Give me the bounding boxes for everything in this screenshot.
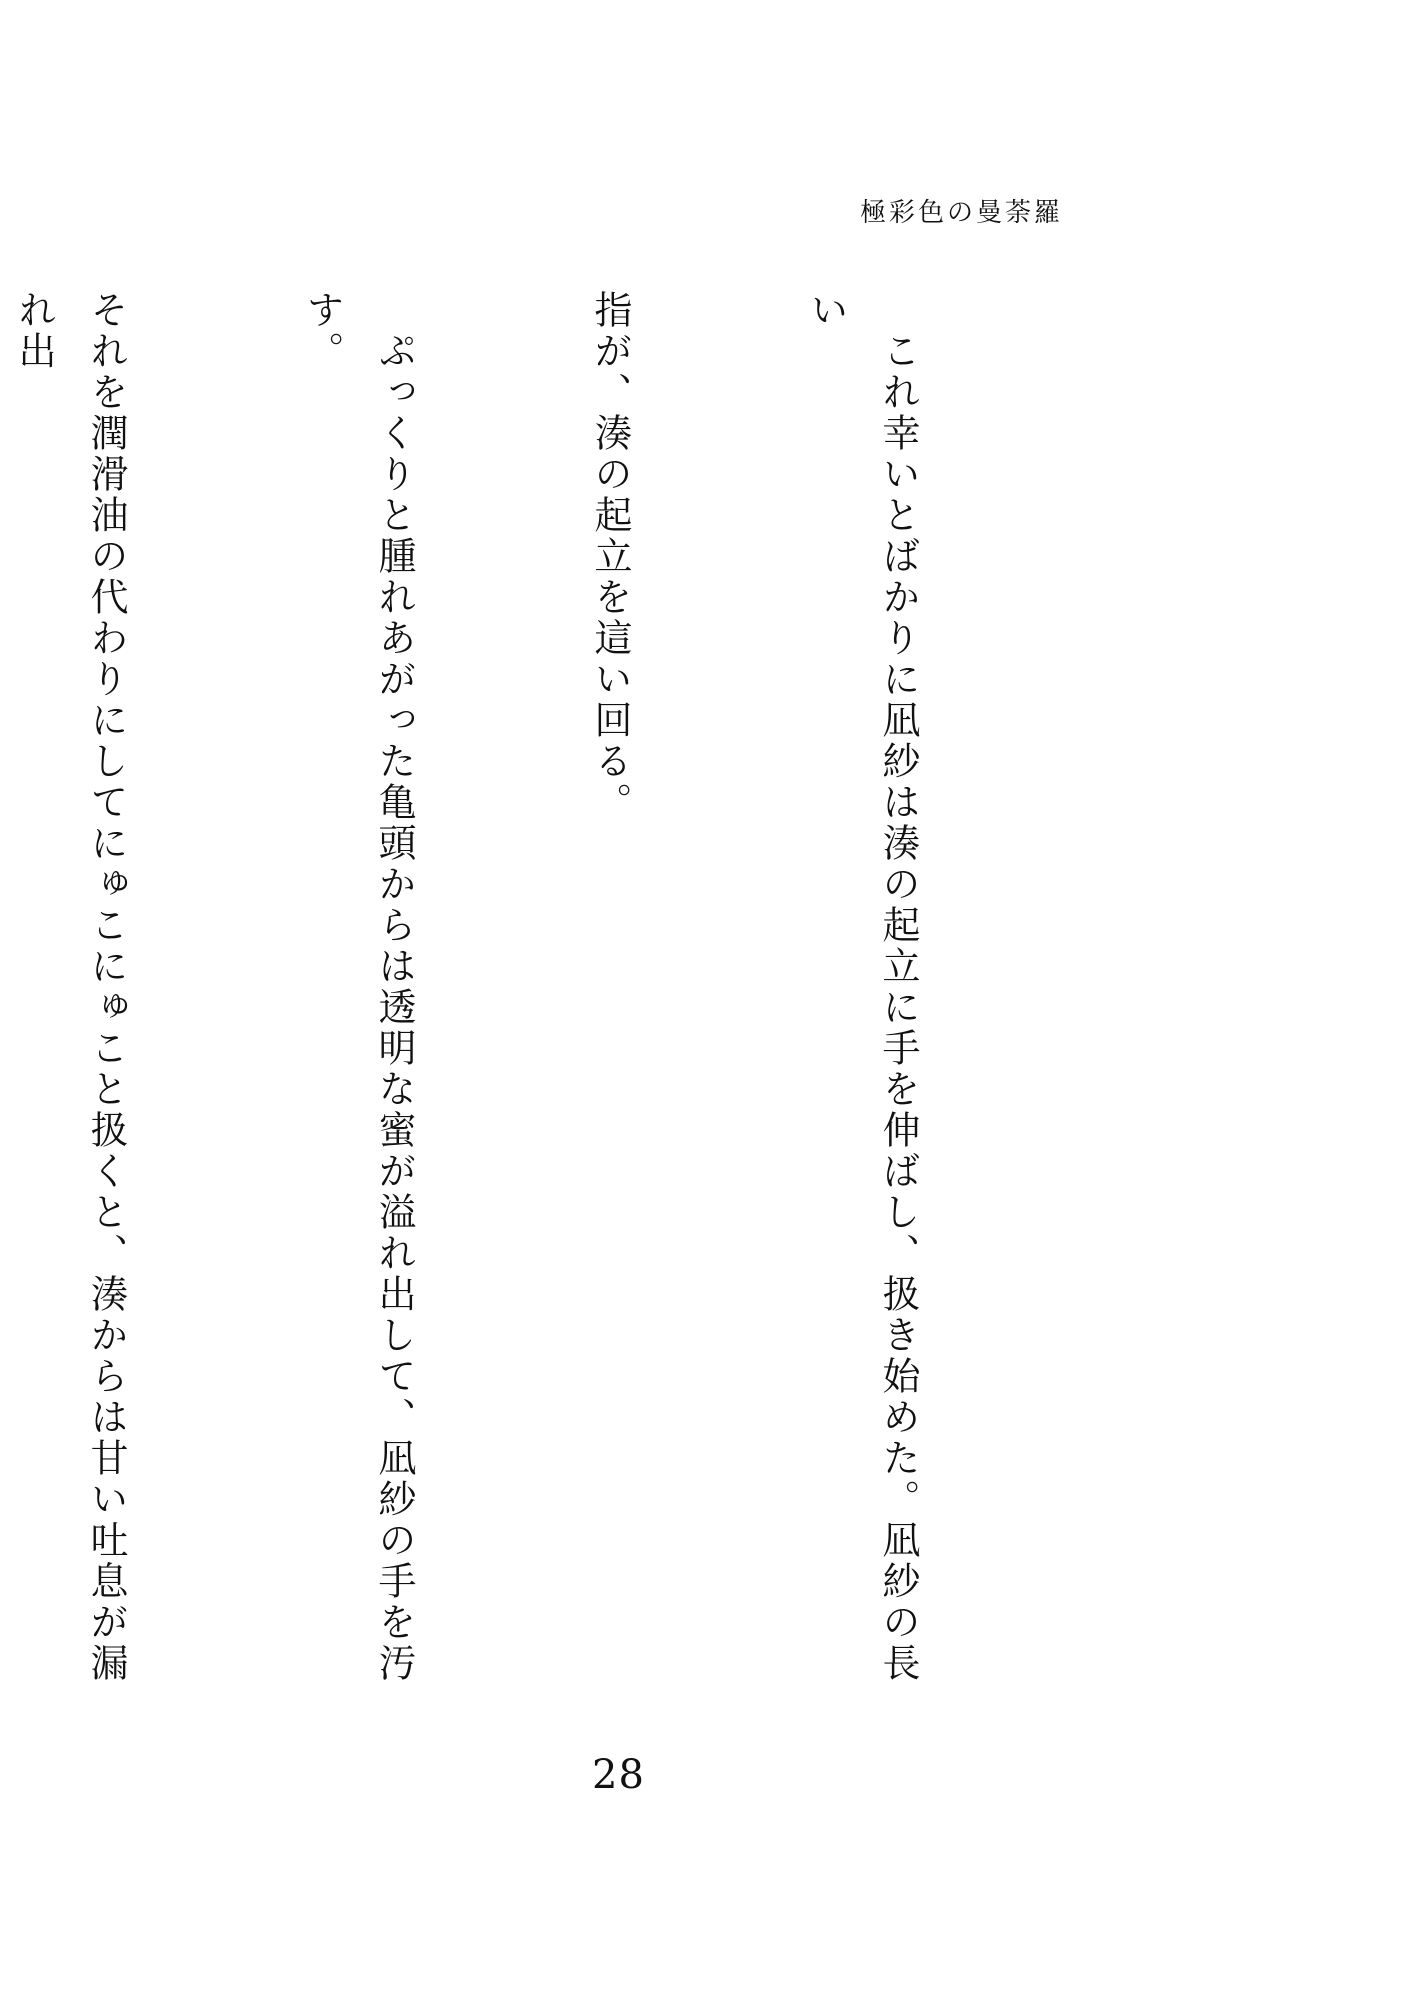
text-line: それを潤滑油の代わりにしてにゅこにゅこと扱くと、湊からは甘い吐息が漏れ出 [12, 290, 128, 1684]
running-header: 極彩色の曼荼羅 [859, 198, 1063, 228]
body-text [0, 290, 1078, 1710]
text-line: ぷっくりと腫れあがった亀頭からは透明な蜜が溢れ出して、凪紗の手を汚す。 [300, 290, 416, 1684]
text-line: これ幸いとばかりに凪紗は湊の起立に手を伸ばし、扱き始めた。凪紗の長い [804, 290, 920, 1684]
page-number: 28 [592, 1752, 645, 1798]
text-line: 指が、湊の起立を這い回る。 [588, 290, 632, 823]
